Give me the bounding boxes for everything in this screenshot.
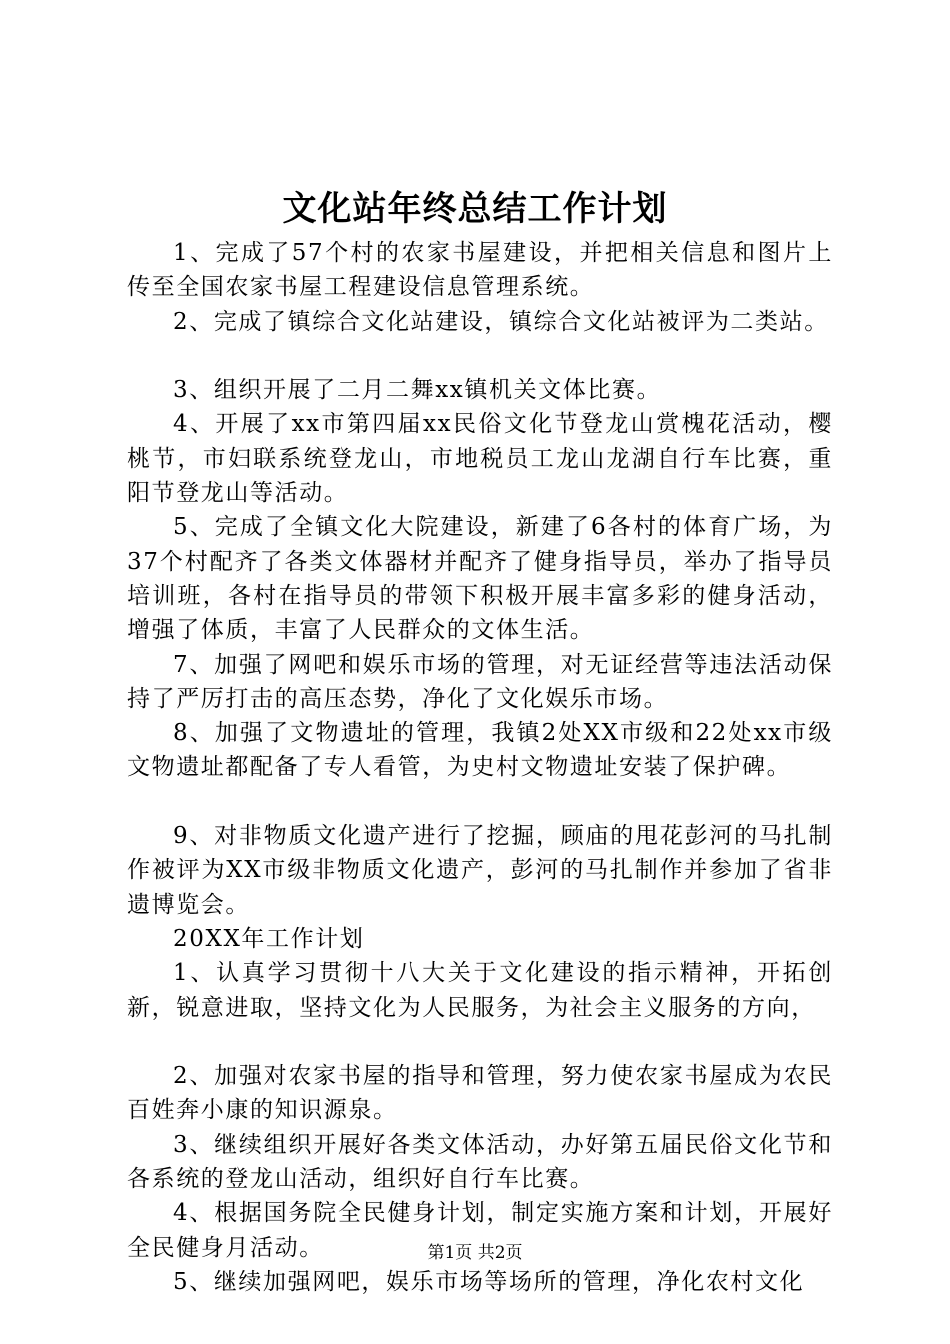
blank-line — [127, 1025, 833, 1059]
paragraph: 5、继续加强网吧，娱乐市场等场所的管理，净化农村文化 — [173, 1268, 805, 1295]
document-title: 文化站年终总结工作计划 — [282, 189, 668, 229]
paragraph: 3、组织开展了二月二舞xx镇机关文体比赛。 — [173, 377, 662, 404]
paragraph: 1、完成了57个村的农家书屋建设，并把相关信息和图片上传至全国农家书屋工程建设信息管理系统。 — [127, 240, 833, 301]
paragraph: 7、加强了网吧和娱乐市场的管理，对无证经营等违法活动保持了严厉打击的高压态势，净化了文化娱乐市场。 — [127, 651, 833, 712]
paragraph: 4、开展了xx市第四届xx民俗文化节登龙山赏槐花活动，樱桃节，市妇联系统登龙山，市地税员工龙山龙湖自行车比赛，重阳节登龙山等活动。 — [127, 411, 833, 507]
section-heading: 20XX年工作计划 — [173, 925, 365, 952]
page-footer: 第1页 共2页 — [427, 1243, 523, 1263]
paragraph: 2、加强对农家书屋的指导和管理，努力使农家书屋成为农民百姓奔小康的知识源泉。 — [127, 1063, 833, 1124]
paragraph: 4、根据国务院全民健身计划，制定实施方案和计划，开展好全民健身月活动。 — [127, 1200, 833, 1261]
paragraph: 2、完成了镇综合文化站建设，镇综合文化站被评为二类站。 — [173, 308, 829, 335]
paragraph: 8、加强了文物遗址的管理，我镇2处XX市级和22处xx市级文物遗址都配备了专人看管，为史村文物遗址安装了保护碑。 — [127, 720, 833, 781]
document-body — [127, 236, 833, 1299]
paragraph: 5、完成了全镇文化大院建设，新建了6各村的体育广场，为37个村配齐了各类文体器材并配齐了健身指导员，举办了指导员培训班，各村在指导员的带领下积极开展丰富多彩的健身活动，增强了体质，丰富了人民群众的文体生活。 — [127, 514, 833, 644]
blank-line — [127, 339, 833, 373]
paragraph: 9、对非物质文化遗产进行了挖掘，顾庙的甩花彭河的马扎制作被评为XX市级非物质文化遗产，彭河的马扎制作并参加了省非遗博览会。 — [127, 823, 833, 918]
blank-line — [127, 785, 833, 819]
paragraph: 1、认真学习贯彻十八大关于文化建设的指示精神，开拓创新，锐意进取，坚持文化为人民服务，为社会主义服务的方向， — [127, 960, 833, 1021]
paragraph: 3、继续组织开展好各类文体活动，办好第五届民俗文化节和各系统的登龙山活动，组织好自行车比赛。 — [127, 1131, 833, 1193]
